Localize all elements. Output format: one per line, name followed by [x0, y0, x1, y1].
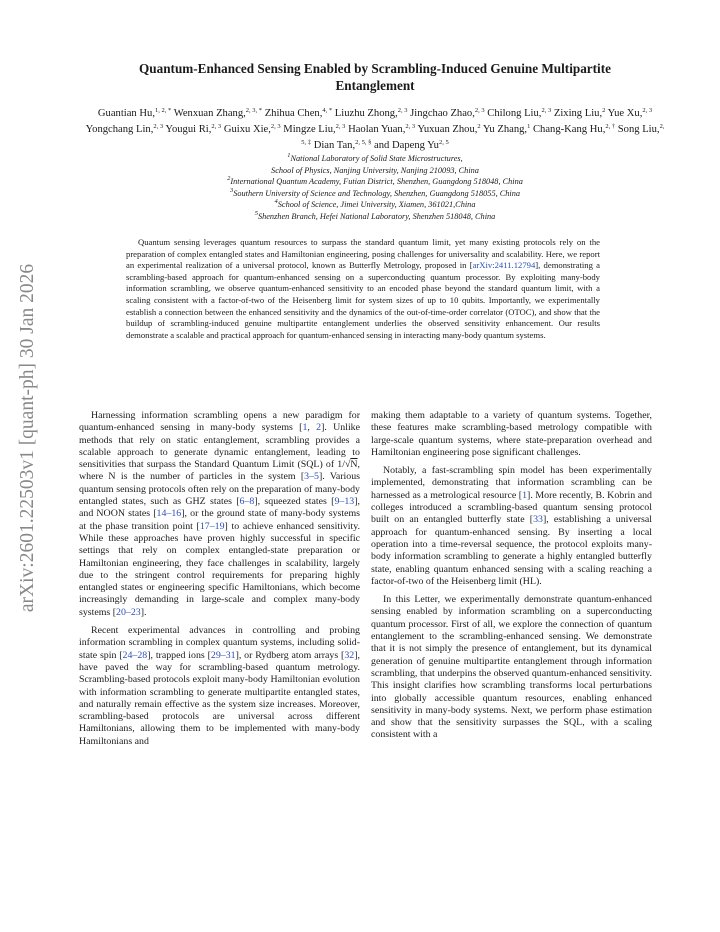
author-affiliation-mark: 2, 5 — [438, 139, 449, 146]
author — [554, 108, 606, 119]
author-name: Guixu Xie, — [223, 124, 271, 135]
author-affiliation-mark: 1 — [527, 123, 531, 130]
text-run: ], have paved the way for scrambling-based quantum metrology. Scrambling-based protocols exploit many-body Hamiltonian evolution with information scrambling to generate multipartite entangled states, and naturally remain effective as the system size increases. Moreover, scrambling-based protocols are universal across different Hamiltonians, allowing them to be implemented with many-body Hamiltonians and — [79, 649, 360, 747]
author-name: Chilong Liu, — [487, 108, 542, 119]
author-name: Jingchao Zhao, — [410, 108, 475, 119]
text-run: ], or the ground state of many-body systems at the phase transition point [ — [79, 508, 360, 532]
author-affiliation-mark: 4, * — [322, 107, 333, 114]
author-name: Chang-Kang Hu, — [532, 124, 606, 135]
author — [224, 124, 281, 135]
text-run: ], or Rydberg atom arrays [ — [235, 649, 345, 661]
citation-link[interactable]: 3–5 — [304, 471, 319, 483]
text-run: ], squeezed states [ — [254, 496, 335, 508]
author — [86, 124, 164, 135]
author-affiliation-mark: 2, 5, ‡ — [301, 123, 665, 146]
author — [265, 108, 332, 119]
affiliation-line — [120, 188, 630, 200]
left-column — [79, 410, 360, 754]
author-name: and Dapeng Yu — [374, 140, 439, 151]
author — [608, 108, 652, 119]
title-line-1: Quantum-Enhanced Sensing Enabled by Scrambling-Induced Genuine Multipartite — [139, 61, 611, 76]
citation-link[interactable]: 2 — [316, 422, 322, 434]
author-affiliation-mark: 2, 3 — [474, 107, 485, 114]
abstract-arxiv-link[interactable]: arXiv:2411.12794 — [472, 260, 536, 271]
affiliation-line — [120, 199, 630, 211]
citation-link[interactable]: 29–31 — [210, 649, 236, 661]
text-run: Recent experimental advances in controlling and probing information scrambling in complex quantum systems, including solid-state spin [ — [79, 625, 360, 661]
author-name: Dian Tan, — [313, 140, 356, 151]
abstract-text-start: Quantum sensing leverages quantum resources to surpass the standard quantum limit, yet many existing protocols rely on the preparation of complex entangled states and Hamiltonian engineering, posing challenges for universality and scalability. Here, we report an experimental realization of a universal protocol, known as Butterfly Metrology, proposed in [ — [126, 237, 600, 271]
abstract — [126, 237, 600, 341]
author-name: Zixing Liu, — [553, 108, 603, 119]
author-affiliation-mark: 2, 3 — [405, 123, 416, 130]
author — [98, 108, 171, 119]
affiliation-number: 5 — [254, 209, 258, 217]
affiliation-number: 2 — [227, 175, 231, 183]
left-paragraph-1 — [79, 410, 360, 619]
citation-link[interactable]: 24–28 — [122, 649, 148, 661]
right-paragraph-3: In this Letter, we experimentally demonstrate quantum-enhanced sensing enabled by information scrambling on a superconducting quantum processor. First of all, we explore the connection of quantum entanglement to the scrambling-enhanced sensing. We demonstrate that it is not simply the presence of entanglement, but its dynamical generation of genuine multipartite entanglement through information scrambling, that underpins the observed quantum-enhanced sensitivity. This insight clarifies how scrambling transforms local perturbations into globally accessible quantum resources, enabling enhanced sensitivity in many-body systems. Next, we perform phase estimation and show that the sensitivity surpasses the SQL, with a scaling consistent with a — [371, 594, 652, 741]
abstract-text-end: ], demonstrating a scrambling-based approach for quantum-enhanced sensing on a superconducting quantum processor. By exploiting many-body information scrambling, we observe quantum-enhanced sensitivity to an encoded phase beyond the standard quantum limit, with a scaling consistent with a factor-of-two of the Heisenberg limit for system sizes of up to 10 qubits. Importantly, we experimentally establish a connection between the enhanced sensitivity and the dynamics of the out-of-time-order correlator (OTOC), and show that the buildup of scrambling-induced genuine multipartite entanglement underlies the observed sensitivity enhancement. Our results demonstrate a scalable and practical approach for quantum-enhanced sensing in interacting many-body quantum systems. — [126, 260, 601, 340]
affiliation-number: 4 — [274, 198, 278, 206]
affiliation-text: National Laboratory of Solid State Microstructures, — [290, 154, 463, 163]
author — [533, 124, 615, 135]
author-affiliation-mark: 2 — [602, 107, 606, 114]
author-affiliation-mark: 2, 3 — [335, 123, 346, 130]
author — [335, 108, 408, 119]
author-name: Guantian Hu, — [97, 108, 155, 119]
citation-link[interactable]: 9–13 — [334, 496, 355, 508]
author — [410, 108, 484, 119]
author — [348, 124, 415, 135]
citation-link[interactable]: 32 — [344, 649, 355, 661]
author-name: Yuxuan Zhou, — [417, 124, 478, 135]
affiliation-text: School of Science, Jimei University, Xiamen, 361021,China — [277, 200, 476, 210]
author-name: Yu Zhang, — [482, 124, 528, 135]
author — [417, 124, 480, 135]
author-affiliation-mark: 2, 3 — [270, 123, 281, 130]
author-name: Wenxuan Zhang, — [173, 108, 246, 119]
affiliation-line — [120, 211, 630, 223]
author — [487, 108, 551, 119]
affiliation-list — [120, 153, 630, 223]
title-line-2: Entanglement — [335, 78, 415, 93]
sqrt-n-symbol: N — [350, 459, 358, 471]
affiliation-number: 3 — [229, 186, 234, 194]
author-affiliation-mark: 2, 3 — [211, 123, 222, 130]
author-list — [84, 106, 666, 154]
text-run: ], establishing a universal approach for quantum-enhanced sensing. By inserting a local operation into a time-reversal sequence, the protocol exploits many-body information scrambling to generate a highly entangled butterfly state, enabling quantum enhanced sensing with a scaling reaching a factor-of-two of the Heisenberg limit (HL). — [371, 514, 653, 587]
author — [483, 124, 530, 135]
text-run: , — [307, 422, 317, 434]
affiliation-line — [120, 153, 630, 165]
text-run: ]. Unlike methods that rely on static entanglement, scrambling provides a scalable approach to generate dynamic entanglement, leading to sensitivities that surpass the Standard Quantum Limit (SQL) of 1/√ — [79, 422, 361, 471]
citation-link[interactable]: 17–19 — [199, 520, 225, 532]
affiliation-number: 1 — [287, 152, 291, 159]
arxiv-identifier-text: arXiv:2601.22503v1 [quant-ph] 30 Jan 2026 — [17, 263, 38, 613]
text-run: ], and NOON states [ — [79, 496, 360, 520]
text-run: Notably, a fast-scrambling spin model has been experimentally implemented, demonstrating that information scrambling can be harnessed as a metrological resource [ — [371, 465, 652, 501]
author-affiliation-mark: 2, 3 — [153, 123, 164, 130]
author-affiliation-mark: 2, † — [605, 123, 616, 130]
citation-link[interactable]: 6–8 — [239, 496, 255, 508]
right-paragraph-2 — [371, 465, 652, 588]
affiliation-line — [120, 176, 630, 188]
author-name: Yongchang Lin, — [85, 124, 154, 135]
author-affiliation-mark: 2, 3, * — [245, 107, 263, 114]
text-run: , where N is the number of particles in the system [ — [79, 459, 360, 483]
author — [174, 108, 262, 119]
author-affiliation-mark: 2, 3 — [642, 107, 653, 114]
text-run: ]. Various quantum sensing protocols often rely on the preparation of many-body entangled states, such as GHZ states [ — [79, 471, 360, 508]
author-name: Zhihua Chen, — [264, 108, 323, 119]
arxiv-identifier-stamp — [8, 228, 48, 648]
affiliation-line — [120, 165, 630, 177]
paper-title — [80, 60, 670, 94]
citation-link[interactable]: 33 — [533, 514, 543, 526]
citation-link[interactable]: 20–23 — [116, 606, 141, 618]
author-affiliation-mark: 1, 2, * — [154, 107, 172, 114]
text-run: ]. More recently, B. Kobrin and colleges introduced a scrambling-based quantum sensing protocol built on an entangled butterfly state [ — [371, 489, 652, 526]
author-affiliation-mark: 2 — [477, 123, 481, 130]
author-name: Mingze Liu, — [283, 124, 336, 135]
text-run: ] to achieve enhanced sensitivity. While these approaches have proven highly successful in specific settings that rely on complex entangled-state preparation or Hamiltonian engineering, they face challenges in scalability, largely due to the stringent control requirements for preparing highly entangled states or engineering specific Hamiltonians, which become increasingly demanding in large-scale and complex many-body systems [ — [79, 520, 360, 618]
text-run: Harnessing information scrambling opens a new paradigm for quantum-enhanced sensing in many-body systems [ — [79, 410, 360, 434]
author-name: Yue Xu, — [607, 108, 643, 119]
affiliation-text: International Quantum Academy, Futian District, Shenzhen, Guangdong 518048, China — [230, 177, 523, 187]
affiliation-text: Shenzhen Branch, Hefei National Laboratory, Shenzhen 518048, China — [257, 211, 496, 221]
author — [314, 140, 372, 151]
citation-link[interactable]: 1 — [302, 422, 308, 434]
author-name: Liuzhu Zhong, — [334, 108, 398, 119]
citation-link[interactable]: 14–16 — [156, 508, 182, 520]
affiliation-text: School of Physics, Nanjing University, Nanjing 210093, China — [271, 165, 479, 175]
author-name: Song Liu, — [617, 124, 660, 135]
citation-link[interactable]: 1 — [522, 489, 528, 501]
author — [165, 124, 221, 135]
author-affiliation-mark: 2, 3 — [397, 107, 408, 114]
author-affiliation-mark: 2, 5, § — [355, 139, 372, 146]
author-affiliation-mark: 2, 3 — [541, 107, 552, 114]
right-paragraph-1: making them adaptable to a variety of quantum systems. Together, these features make scrambling-based metrology compatible with large-scale quantum systems, where state-preparation overhead and Hamiltonian engineering pose significant challenges. — [371, 410, 652, 458]
right-column — [371, 410, 652, 748]
author — [374, 140, 449, 151]
left-paragraph-2 — [79, 625, 360, 748]
text-run: ]. — [140, 606, 147, 618]
author — [283, 124, 345, 135]
author-name: Haolan Yuan, — [348, 124, 406, 135]
author-name: Yougui Ri, — [165, 124, 212, 135]
affiliation-text: Southern University of Science and Technology, Shenzhen, Guangdong 518055, China — [233, 188, 521, 198]
text-run: ], trapped ions [ — [147, 649, 211, 661]
